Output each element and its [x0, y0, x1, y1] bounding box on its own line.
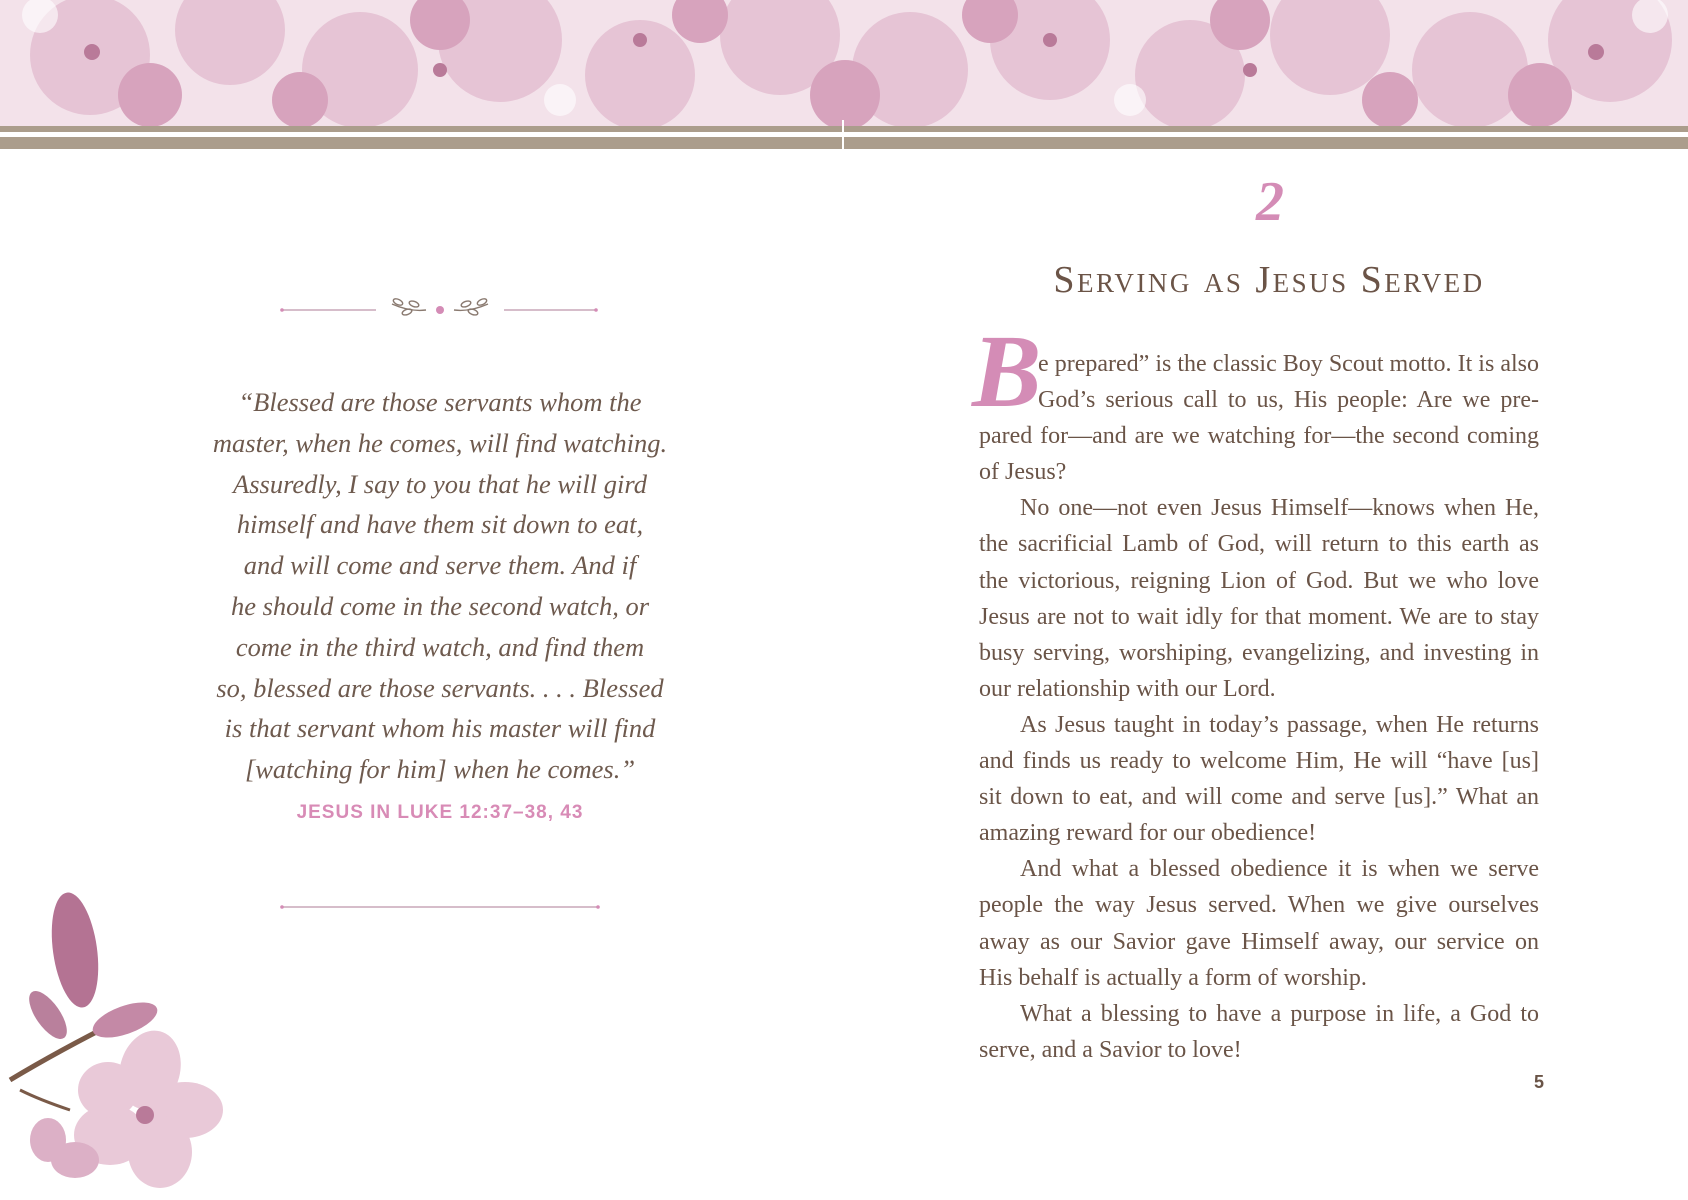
page-number: 5	[1533, 1072, 1544, 1092]
chapter-number: 2	[1256, 171, 1284, 233]
cherry-blossom-banner-image	[0, 0, 1688, 126]
floral-banner	[0, 0, 1688, 126]
body-line: No one—not even Jesus Himself—knows when He,	[1020, 495, 1539, 522]
body-line: sit down to eat, and will come and serve [us].” What an	[979, 784, 1539, 811]
body-line: people the way Jesus served. When we give ourselves	[979, 892, 1539, 919]
cherry-blossom-branch-image	[0, 870, 240, 1200]
scripture-quote	[180, 382, 700, 790]
body-line: and finds us ready to welcome Him, He will “have [us]	[979, 748, 1539, 775]
quote-line: is that servant whom his master will find	[224, 713, 656, 744]
chapter-title: Serving as Jesus Served	[1053, 259, 1485, 301]
body-line: of Jesus?	[979, 459, 1067, 486]
left-page	[0, 150, 842, 1200]
body-line: serve, and a Savior to love!	[979, 1036, 1242, 1063]
header-rule-thin	[0, 126, 1688, 132]
chapter-body	[979, 346, 1539, 1068]
ornament-divider-bottom	[280, 902, 600, 912]
quote-line: [watching for him] when he comes.”	[244, 754, 636, 785]
quote-line: Assuredly, I say to you that he will gird	[233, 468, 647, 499]
body-line: our relationship with our Lord.	[979, 675, 1276, 702]
body-line: God’s serious call to us, His people: Are we pre-	[1038, 387, 1539, 414]
header-rule-thick	[0, 137, 1688, 149]
body-line: pared for—and are we watching for—the second coming	[979, 423, 1539, 450]
page-gutter	[842, 120, 844, 152]
ornament-divider-top	[280, 290, 600, 320]
quote-attribution: JESUS IN LUKE 12:37–38, 43	[296, 802, 584, 823]
body-line: the victorious, reigning Lion of God. But we who love	[979, 567, 1539, 594]
body-line: busy serving, worshiping, evangelizing, and investing in	[979, 639, 1539, 666]
quote-line: so, blessed are those servants. . . . Blessed	[216, 672, 664, 703]
body-line: Jesus are not to wait idly for that moment. We are to stay	[979, 603, 1539, 630]
body-line: amazing reward for our obedience!	[979, 820, 1317, 847]
body-line: As Jesus taught in today’s passage, when He returns	[1020, 711, 1539, 738]
body-line: And what a blessed obedience it is when we serve	[1020, 856, 1539, 883]
quote-line: he should come in the second watch, or	[230, 590, 650, 621]
body-line: away as our Savior gave Himself away, our service on	[979, 928, 1539, 955]
right-page	[844, 150, 1688, 1200]
body-line: His behalf is actually a form of worship.	[979, 964, 1367, 991]
quote-line: master, when he comes, will find watching.	[212, 427, 668, 458]
body-line: the sacrificial Lamb of God, will return to this earth as	[979, 531, 1539, 558]
body-line: e prepared” is the classic Boy Scout motto. It is also	[1038, 351, 1539, 377]
ornament-dot-icon	[436, 306, 444, 314]
body-line: What a blessing to have a purpose in life, a God to	[1020, 1000, 1539, 1027]
quote-line: himself and have them sit down to eat,	[236, 509, 644, 540]
quote-line: and will come and serve them. And if	[243, 550, 637, 581]
drop-cap: B	[972, 314, 1042, 429]
quote-line: come in the third watch, and find them	[235, 631, 645, 662]
quote-line: “Blessed are those servants whom the	[238, 387, 642, 417]
